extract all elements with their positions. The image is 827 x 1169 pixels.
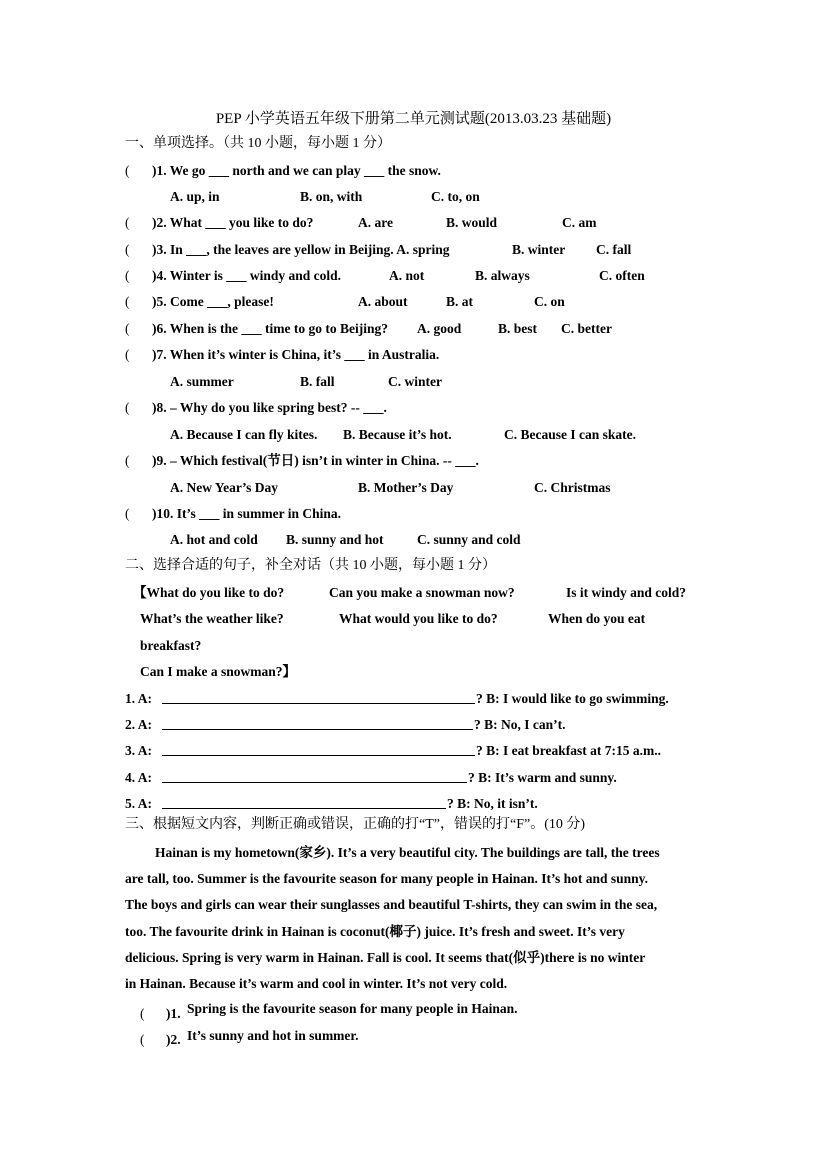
passage-line: The boys and girls can wear their sunglasses and beautiful T-shirts, they can swim in the sea, — [125, 897, 658, 912]
dialogue-3-label: 3. A: — [125, 743, 152, 758]
q5-option-a: A. about — [358, 294, 408, 309]
word-box-item: breakfast? — [140, 638, 202, 653]
q4-option-b: B. always — [475, 268, 530, 283]
dialogue-5-blank[interactable] — [162, 796, 446, 809]
q8-option-a: A. Because I can fly kites. — [170, 427, 318, 442]
judge-2-paren: ( — [140, 1032, 145, 1047]
dialogue-1-label: 1. A: — [125, 691, 152, 706]
dialogue-4-answer: ? B: It’s warm and sunny. — [468, 770, 617, 785]
q10-option-c: C. sunny and cold — [417, 532, 521, 547]
q2-option-b: B. would — [446, 215, 498, 230]
q5-option-c: C. on — [534, 294, 565, 309]
dialogue-1-blank[interactable] — [162, 691, 475, 704]
q5-option-b: B. at — [446, 294, 473, 309]
q6-option-a: A. good — [417, 321, 462, 336]
q2-paren: ( — [125, 215, 130, 230]
q1-option-b: B. on, with — [300, 189, 363, 204]
q9-option-c: C. Christmas — [534, 480, 611, 495]
q7-option-b: B. fall — [300, 374, 335, 389]
q4-option-c: C. often — [599, 268, 645, 283]
dialogue-2-answer: ? B: No, I can’t. — [474, 717, 566, 732]
q9-option-b: B. Mother’s Day — [358, 480, 454, 495]
q2-option-c: C. am — [562, 215, 597, 230]
passage-line: Hainan is my hometown(家乡). It’s a very beautiful city. The buildings are tall, the trees — [155, 845, 660, 860]
q2-stem: )2. What ___ you like to do? — [152, 215, 314, 230]
q5-stem: )5. Come ___, please! — [152, 294, 274, 309]
q6-paren: ( — [125, 321, 130, 336]
dialogue-4-label: 4. A: — [125, 770, 152, 785]
word-box-item: Can I make a snowman?】 — [140, 664, 297, 679]
judge-1-number: )1. — [166, 1006, 181, 1021]
q3-option-c: C. fall — [596, 242, 632, 257]
judge-1-text: Spring is the favourite season for many people in Hainan. — [187, 1001, 518, 1016]
section-1-heading: 一、单项选择。（共 10 小题，每小题 1 分） — [125, 136, 391, 151]
dialogue-5-label: 5. A: — [125, 796, 152, 811]
q7-option-c: C. winter — [388, 374, 442, 389]
q3-stem: )3. In ___, the leaves are yellow in Beijing. A. spring — [152, 242, 450, 257]
dialogue-3-answer: ? B: I eat breakfast at 7:15 a.m.. — [476, 743, 661, 758]
q8-stem: )8. – Why do you like spring best? -- ___. — [152, 400, 387, 415]
q4-stem: )4. Winter is ___ windy and cold. — [152, 268, 342, 283]
q7-option-a: A. summer — [170, 374, 234, 389]
dialogue-2-label: 2. A: — [125, 717, 152, 732]
q1-option-c: C. to, on — [431, 189, 480, 204]
q1-paren: ( — [125, 163, 130, 178]
word-box-item: Is it windy and cold? — [566, 585, 687, 600]
dialogue-2-blank[interactable] — [162, 717, 473, 730]
q9-option-a: A. New Year’s Day — [170, 480, 278, 495]
q8-option-b: B. Because it’s hot. — [343, 427, 452, 442]
q9-stem: )9. – Which festival(节日) isn’t in winter in China. -- ___. — [152, 453, 479, 468]
passage-line: are tall, too. Summer is the favourite season for many people in Hainan. It’s hot and sunny. — [125, 871, 649, 886]
section-2-heading: 二、选择合适的句子，补全对话（共 10 小题，每小题 1 分） — [125, 558, 496, 573]
q4-option-a: A. not — [389, 268, 425, 283]
q4-paren: ( — [125, 268, 130, 283]
q6-option-b: B. best — [498, 321, 538, 336]
q8-paren: ( — [125, 400, 130, 415]
q10-stem: )10. It’s ___ in summer in China. — [152, 506, 342, 521]
q10-option-b: B. sunny and hot — [286, 532, 384, 547]
judge-2-text: It’s sunny and hot in summer. — [187, 1028, 359, 1043]
q1-stem: )1. We go ___ north and we can play ___ the snow. — [152, 163, 441, 178]
passage-line: delicious. Spring is very warm in Hainan. Fall is cool. It seems that(似乎)there is no winter — [125, 950, 646, 965]
word-box-item: When do you eat — [548, 611, 646, 626]
dialogue-5-answer: ? B: No, it isn’t. — [447, 796, 538, 811]
q10-option-a: A. hot and cold — [170, 532, 258, 547]
q10-paren: ( — [125, 506, 130, 521]
word-box-item: What would you like to do? — [339, 611, 498, 626]
q3-option-b: B. winter — [512, 242, 566, 257]
word-box-item: Can you make a snowman now? — [329, 585, 515, 600]
q3-paren: ( — [125, 242, 130, 257]
section-3-heading: 三、根据短文内容，判断正确或错误，正确的打“T”，错误的打“F”。(10 分) — [125, 817, 586, 832]
q6-option-c: C. better — [561, 321, 612, 336]
page-title: PEP 小学英语五年级下册第二单元测试题(2013.03.23 基础题) — [215, 111, 612, 127]
judge-1-paren: ( — [140, 1006, 145, 1021]
word-box-item: 【What do you like to do? — [133, 585, 285, 600]
dialogue-1-answer: ? B: I would like to go swimming. — [476, 691, 669, 706]
dialogue-3-blank[interactable] — [162, 743, 475, 756]
word-box-item: What’s the weather like? — [140, 611, 284, 626]
q8-option-c: C. Because I can skate. — [504, 427, 636, 442]
q2-option-a: A. are — [358, 215, 393, 230]
q5-paren: ( — [125, 294, 130, 309]
dialogue-4-blank[interactable] — [162, 770, 467, 783]
q9-paren: ( — [125, 453, 130, 468]
passage-line: in Hainan. Because it’s warm and cool in winter. It’s not very cold. — [125, 976, 508, 991]
judge-2-number: )2. — [166, 1032, 181, 1047]
passage-line: too. The favourite drink in Hainan is coconut(椰子) juice. It’s fresh and sweet. It’s very — [125, 924, 625, 939]
q1-option-a: A. up, in — [170, 189, 220, 204]
q7-paren: ( — [125, 347, 130, 362]
q7-stem: )7. When it’s winter is China, it’s ___ in Australia. — [152, 347, 440, 362]
q6-stem: )6. When is the ___ time to go to Beijing? — [152, 321, 388, 336]
